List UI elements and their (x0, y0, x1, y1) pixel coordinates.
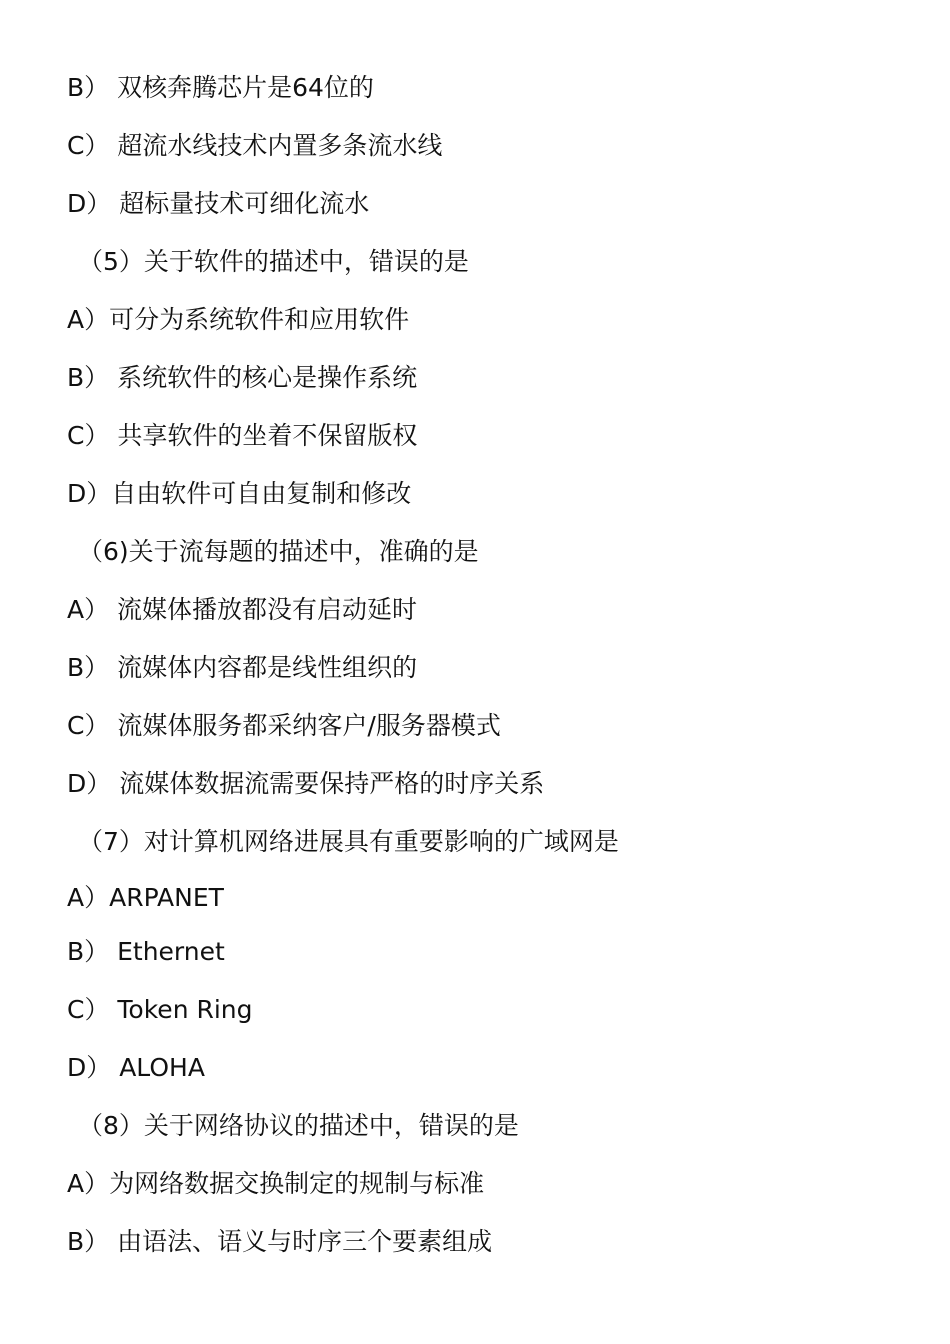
option-line: B） Ethernet (67, 937, 225, 966)
question-line: （6)关于流每题的描述中，准确的是 (78, 537, 479, 566)
option-line: A）可分为系统软件和应用软件 (67, 305, 410, 334)
option-line: A）为网络数据交换制定的规制与标准 (67, 1169, 485, 1198)
option-line: D） 流媒体数据流需要保持严格的时序关系 (67, 769, 545, 798)
option-line: C） 共享软件的坐着不保留版权 (67, 421, 418, 450)
option-line: A） 流媒体播放都没有启动延时 (67, 595, 418, 624)
option-line: A）ARPANET (67, 883, 224, 912)
option-line: B） 由语法、语义与时序三个要素组成 (67, 1227, 493, 1256)
option-line: B） 流媒体内容都是线性组织的 (67, 653, 418, 682)
option-line: D） ALOHA (67, 1053, 205, 1082)
option-line: B） 系统软件的核心是操作系统 (67, 363, 418, 392)
option-line: B） 双核奔腾芯片是64位的 (67, 73, 374, 102)
option-line: C） Token Ring (67, 995, 253, 1024)
option-line: D） 超标量技术可细化流水 (67, 189, 370, 218)
option-line: D）自由软件可自由复制和修改 (67, 479, 412, 508)
option-line: C） 流媒体服务都采纳客户/服务器模式 (67, 711, 501, 740)
question-line: （5）关于软件的描述中，错误的是 (78, 247, 469, 276)
question-line: （7）对计算机网络进展具有重要影响的广域网是 (78, 827, 619, 856)
question-line: （8）关于网络协议的描述中，错误的是 (78, 1111, 519, 1140)
option-line: C） 超流水线技术内置多条流水线 (67, 131, 443, 160)
